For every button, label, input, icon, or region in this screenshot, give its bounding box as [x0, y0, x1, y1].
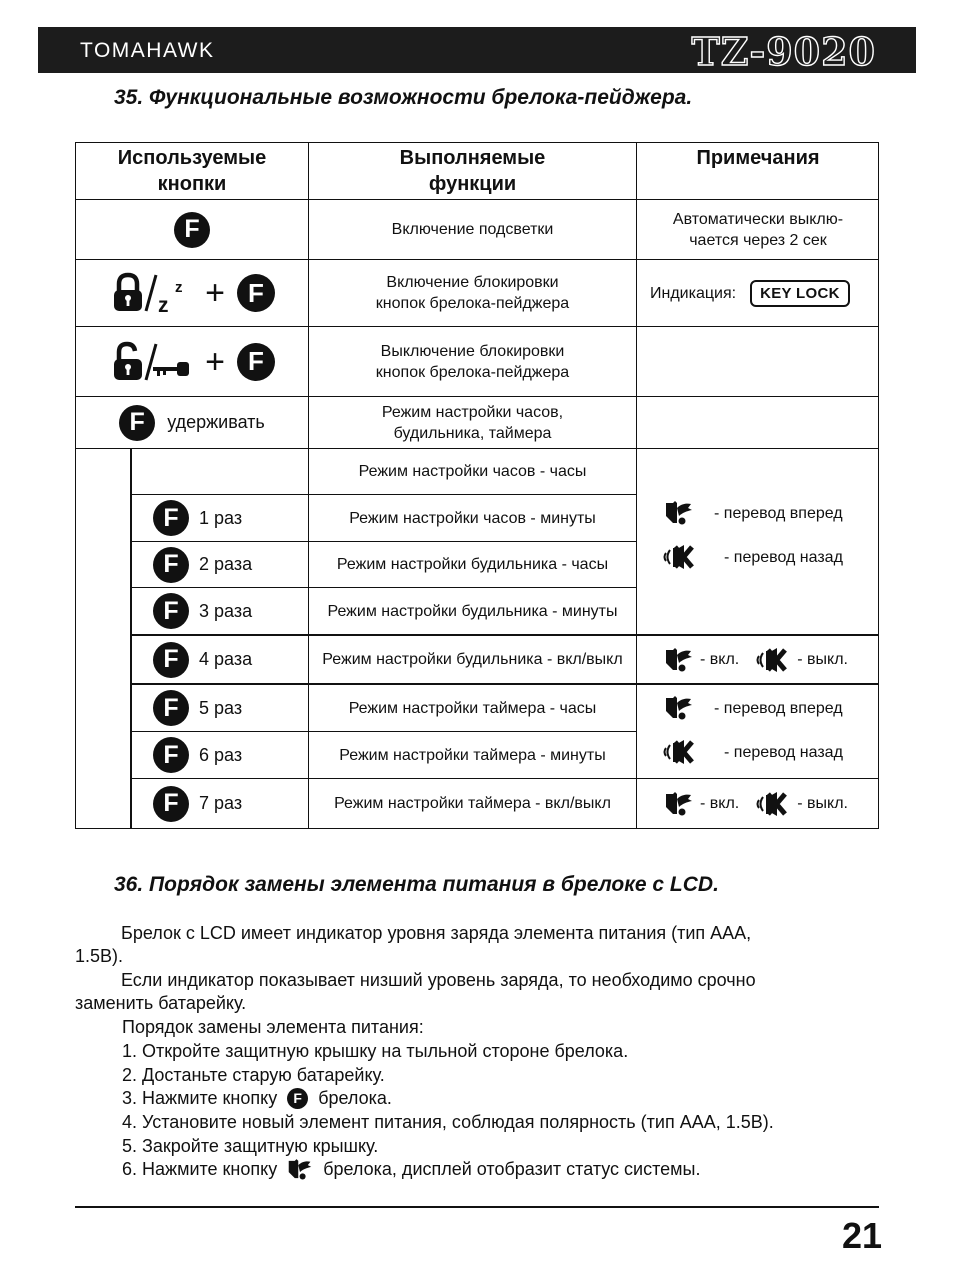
bell-icon: [664, 647, 694, 673]
backlight-note: Автоматически выклю- чается через 2 сек: [672, 210, 844, 249]
note-on-off: - вкл. - выкл.: [637, 636, 879, 683]
svg-text:z: z: [175, 279, 183, 296]
unlock-function: Выключение блокировки кнопок брелока-пейджера: [375, 342, 570, 381]
lock-note: Индикация: KEY LOCK: [637, 260, 879, 326]
bell-icon: [287, 1158, 313, 1181]
press-count: 4 раза: [199, 649, 253, 669]
backlight-function: Включение подсветки: [391, 221, 554, 238]
f-button-icon: F: [153, 642, 189, 678]
press-count: 7 раз: [199, 793, 243, 813]
sub-button-cell: [132, 588, 308, 634]
press-count: 3 раза: [199, 600, 253, 621]
sub-button-cell: [132, 685, 308, 731]
step-6: 6. Нажмите кнопку брелока, дисплей отобразит статус системы.: [122, 1159, 701, 1179]
note-forward: - перевод вперед: [637, 693, 879, 723]
f-button-icon: F: [153, 500, 189, 536]
key-lock-badge: KEY LOCK: [750, 280, 850, 307]
note-back: - перевод назад: [637, 542, 879, 572]
lock-sleep-icon: [109, 271, 193, 315]
sub-function: Режим настройки таймера - вкл/выкл: [334, 795, 611, 812]
f-button-icon: F: [174, 212, 210, 248]
f-button-icon: F: [119, 405, 155, 441]
press-count: 5 раз: [199, 697, 243, 718]
sub-function: Режим настройки таймера - минуты: [339, 746, 606, 764]
lock-button-cell: [75, 260, 309, 326]
step-4: 4. Установите новый элемент питания, соблюдая полярность (тип ААА, 1.5В).: [122, 1112, 774, 1132]
page-number: 21: [841, 1215, 882, 1256]
step-1: 1. Откройте защитную крышку на тыльной стороне брелока.: [122, 1041, 629, 1061]
press-count: 6 раз: [199, 744, 243, 765]
bell-icon: [664, 695, 694, 721]
press-count: 1 раз: [199, 507, 243, 528]
unlock-button-cell: [75, 327, 309, 396]
hold-button-cell: [75, 397, 309, 448]
bell-mute-icon: [755, 790, 789, 818]
paragraph-2: Если индикатор показывает низший уровень заряда, то необходимо срочно заменить батарейку.: [75, 970, 756, 1013]
bottom-rule: [75, 1206, 879, 1208]
bell-mute-icon: [662, 543, 696, 571]
step-3: 3. Нажмите кнопку F брелока.: [122, 1088, 392, 1108]
hold-function: Режим настройки часов, будильника, таймера: [381, 403, 564, 442]
brand-name: TOMAHAWK: [80, 39, 215, 62]
column-header-functions: Выполняемые функции: [399, 147, 546, 195]
f-button-icon: F: [153, 547, 189, 583]
note-back: - перевод назад: [637, 737, 879, 767]
f-button-icon: F: [153, 593, 189, 629]
f-button-icon: F: [153, 690, 189, 726]
model-name: TZ-9020: [691, 29, 876, 74]
lock-function: Включение блокировки кнопок брелока-пейджера: [375, 274, 570, 312]
step-5: 5. Закройте защитную крышку.: [122, 1136, 379, 1156]
bell-icon: [664, 500, 694, 526]
section-36-title: 36. Порядок замены элемента питания в брелоке с LCD.: [114, 873, 719, 896]
step-2: 2. Достаньте старую батарейку.: [122, 1065, 385, 1085]
unlock-key-icon: [109, 340, 193, 384]
sub-button-cell: [132, 779, 308, 828]
section-35-title: 35. Функциональные возможности брелока-пейджера.: [114, 86, 693, 109]
press-count: 2 раза: [199, 554, 253, 574]
sub-button-cell: [132, 495, 308, 541]
note-on-off: - вкл. - выкл.: [637, 779, 879, 828]
bell-mute-icon: [662, 738, 696, 766]
note-forward: - перевод вперед: [637, 498, 879, 528]
sub-function: Режим настройки будильника - часы: [336, 556, 609, 573]
f-button-icon: F: [287, 1088, 308, 1109]
f-button-icon: F: [237, 274, 275, 312]
sub-button-cell: [132, 636, 308, 683]
page-header: [38, 27, 916, 73]
f-button-icon: F: [237, 343, 275, 381]
sub-function: Режим настройки таймера - часы: [348, 699, 597, 717]
backlight-button-cell: [75, 200, 309, 259]
bell-mute-icon: [755, 646, 789, 674]
sub-function: Режим настройки будильника - вкл/выкл: [322, 651, 623, 668]
paragraph-1: Брелок с LCD имеет индикатор уровня заряда элемента питания (тип ААА, 1.5В).: [75, 923, 752, 966]
svg-text:z: z: [158, 294, 169, 315]
f-button-icon: F: [153, 737, 189, 773]
sub-function: Режим настройки часов - минуты: [349, 509, 596, 527]
bell-icon: [664, 791, 694, 817]
plus-sign: +: [205, 342, 225, 381]
sub-function: Режим настройки будильника - минуты: [327, 602, 618, 620]
sub-function: Режим настройки часов - часы: [358, 463, 587, 480]
sub-button-cell: [132, 542, 308, 587]
hold-label: удерживать: [167, 412, 265, 432]
function-table: [75, 142, 879, 829]
f-button-icon: F: [153, 786, 189, 822]
plus-sign: +: [205, 274, 225, 312]
sub-button-cell: [132, 732, 308, 778]
column-header-buttons: Используемые кнопки: [117, 147, 267, 195]
column-header-notes: Примечания: [696, 147, 820, 169]
steps-title: Порядок замены элемента питания:: [122, 1017, 424, 1037]
